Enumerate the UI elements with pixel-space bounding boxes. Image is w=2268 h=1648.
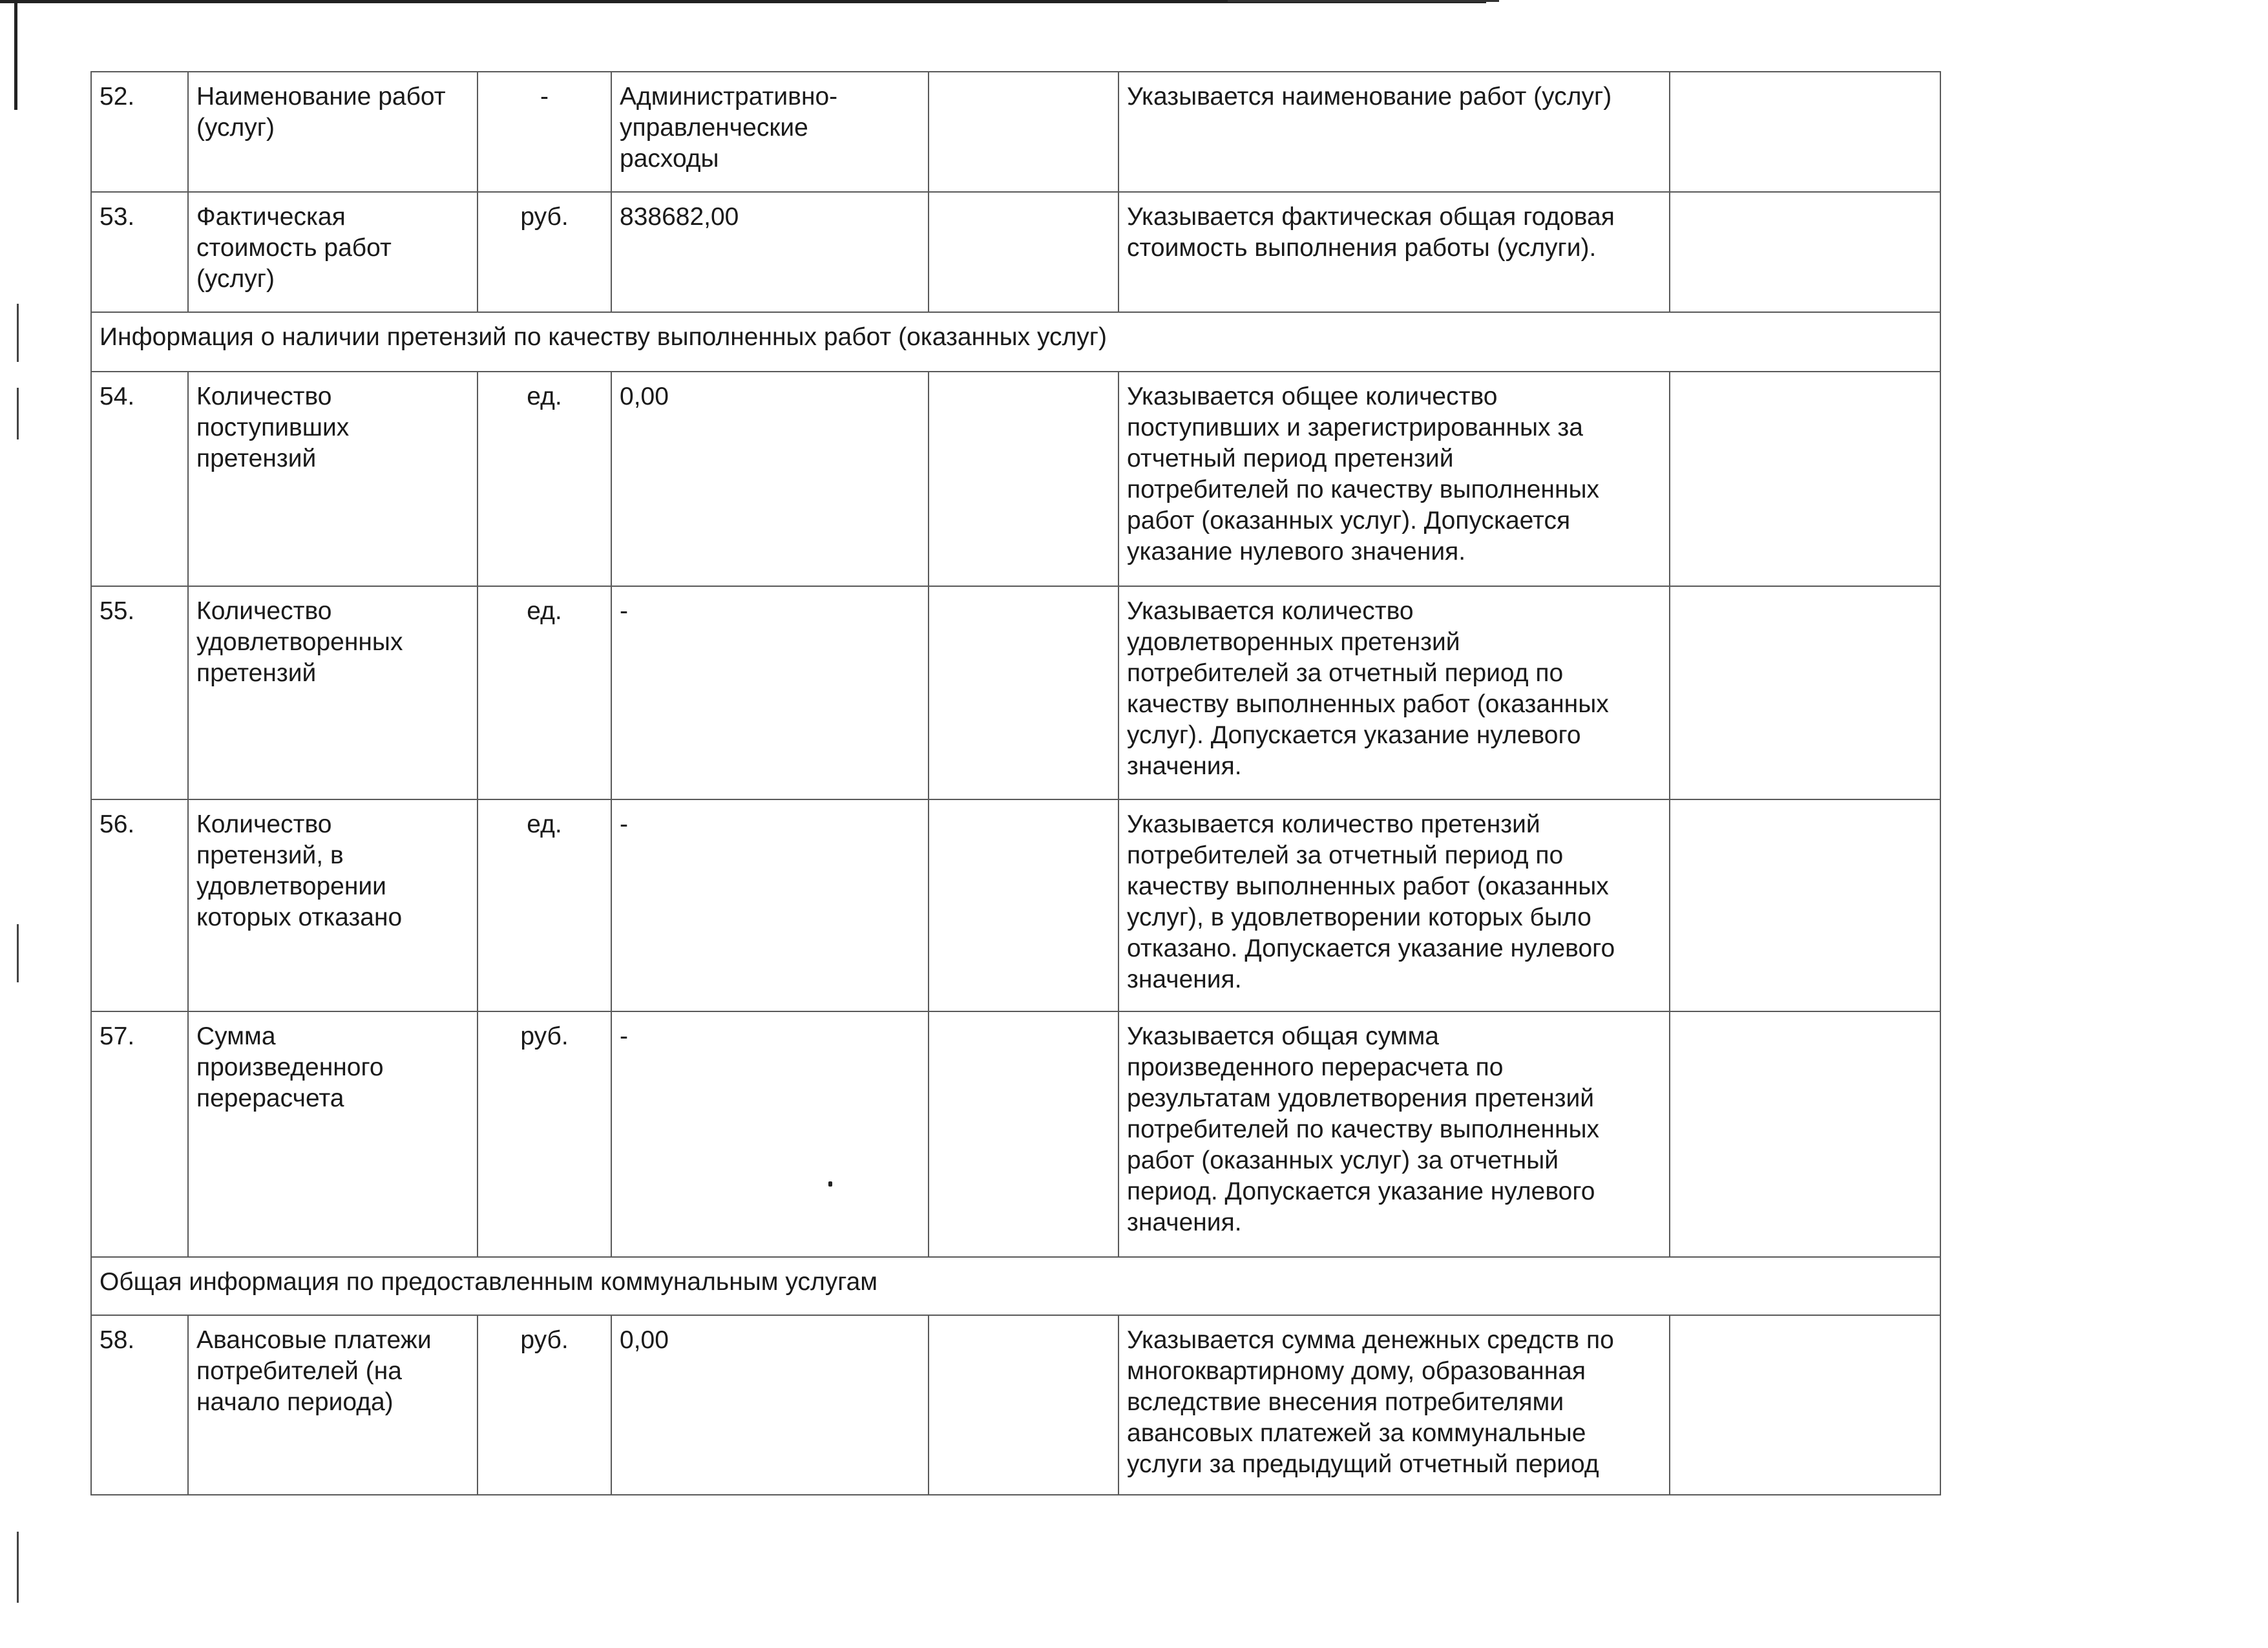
value-cell: 0,00 [611,1315,929,1495]
unit-cell: ед. [478,372,611,586]
row-number: 57. [91,1011,188,1257]
indicator-name: Количество претензий, в удовлетворении которых отказано [188,799,478,1011]
value-cell: Административно- управленческие расходы [611,72,929,192]
value-cell: - [611,586,929,799]
unit-cell: руб. [478,1011,611,1257]
unit-cell: ед. [478,799,611,1011]
section-title: Информация о наличии претензий по качеству выполненных работ (оказанных услуг) [91,312,1940,372]
table-row [91,372,1940,586]
value-cell: - [611,1011,929,1257]
row-number: 58. [91,1315,188,1495]
scan-speck [828,1181,832,1187]
table-row [91,1011,1940,1257]
empty-cell [929,1315,1118,1495]
empty-cell [929,192,1118,312]
unit-cell: руб. [478,1315,611,1495]
row-number: 53. [91,192,188,312]
empty-cell [929,372,1118,586]
unit-cell: руб. [478,192,611,312]
table-row [91,799,1940,1011]
table-row [91,1315,1940,1495]
row-number: 56. [91,799,188,1011]
note-cell [1670,192,1940,312]
description-cell: Указывается фактическая общая годовая стоимость выполнения работы (услуги). [1118,192,1670,312]
table-row [91,192,1940,312]
indicator-name: Фактическая стоимость работ (услуг) [188,192,478,312]
description-cell: Указывается количество претензий потребителей за отчетный период по качеству выполненных работ (оказанных услуг), в удовлетворении которых было отказано. Допускается указание нулевого значения. [1118,799,1670,1011]
description-cell: Указывается наименование работ (услуг) [1118,72,1670,192]
unit-cell: ед. [478,586,611,799]
scan-margin-mark [17,1532,19,1603]
empty-cell [929,1011,1118,1257]
note-cell [1670,1315,1940,1495]
scan-margin-mark [17,388,19,439]
scan-margin-mark [17,304,19,362]
indicator-name: Количество поступивших претензий [188,372,478,586]
description-cell: Указывается количество удовлетворенных претензий потребителей за отчетный период по качеству выполненных работ (оказанных услуг). Допускается указание нулевого значения. [1118,586,1670,799]
note-cell [1670,799,1940,1011]
disclosure-table [90,71,1941,1495]
table-row [91,586,1940,799]
table-row [91,72,1940,192]
description-cell: Указывается сумма денежных средств по многоквартирному дому, образованная вследствие внесения потребителями авансовых платежей за коммунальные услуги за предыдущий отчетный период [1118,1315,1670,1495]
row-number: 52. [91,72,188,192]
empty-cell [929,72,1118,192]
indicator-name: Наименование работ (услуг) [188,72,478,192]
empty-cell [929,799,1118,1011]
row-number: 54. [91,372,188,586]
empty-cell [929,586,1118,799]
scan-margin-mark [17,924,19,982]
value-cell: 0,00 [611,372,929,586]
indicator-name: Авансовые платежи потребителей (на начало периода) [188,1315,478,1495]
note-cell [1670,1011,1940,1257]
scan-edge-top-segment [1228,0,1499,2]
scan-edge-left [14,0,17,110]
note-cell [1670,72,1940,192]
indicator-name: Количество удовлетворенных претензий [188,586,478,799]
unit-cell: - [478,72,611,192]
note-cell [1670,586,1940,799]
description-cell: Указывается общее количество поступивших и зарегистрированных за отчетный период претензий потребителей по качеству выполненных работ (оказанных услуг). Допускается указание нулевого значения. [1118,372,1670,586]
value-cell: 838682,00 [611,192,929,312]
section-header-row [91,1257,1940,1315]
section-title: Общая информация по предоставленным коммунальным услугам [91,1257,1940,1315]
indicator-name: Сумма произведенного перерасчета [188,1011,478,1257]
section-header-row [91,312,1940,372]
description-cell: Указывается общая сумма произведенного перерасчета по результатам удовлетворения претензий потребителей по качеству выполненных работ (оказанных услуг) за отчетный период. Допускается указание нулевого значения. [1118,1011,1670,1257]
row-number: 55. [91,586,188,799]
note-cell [1670,372,1940,586]
value-cell: - [611,799,929,1011]
